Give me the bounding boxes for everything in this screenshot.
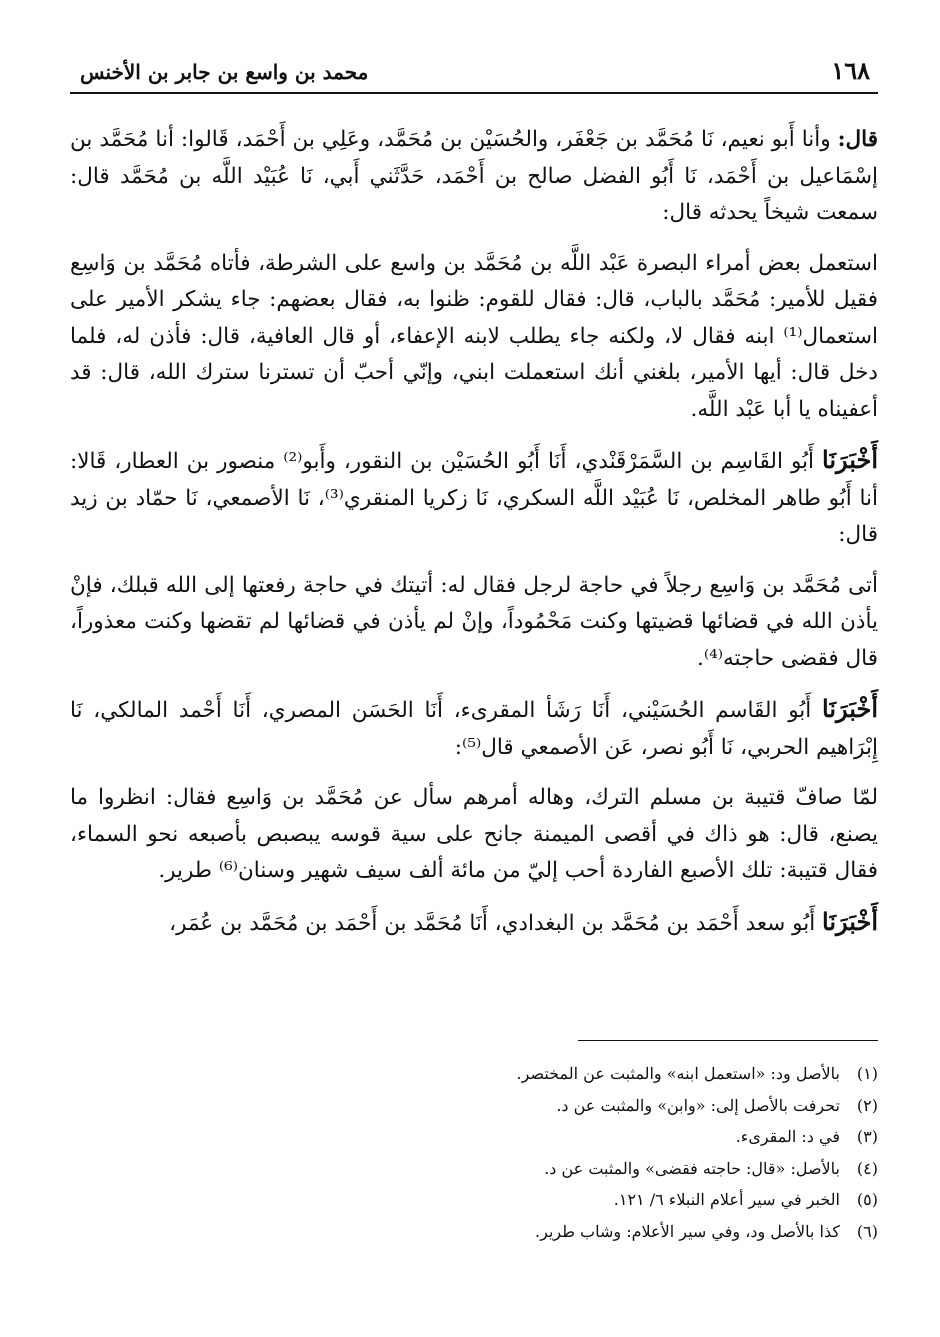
book-page bbox=[70, 0, 878, 1337]
paragraph-text: استعمل بعض أمراء البصرة عَبْد اللَّه بن مُحَمَّد بن واسع على الشرطة، فأتاه مُحَمَّد بن وَاسِع فقيل للأمير: مُحَمَّد بالباب، قال: فقال للقوم: ظنوا به، فقال بعضهم: جاء يشكر الأمير على استعمال⁽¹⁾ ابنه فقال لا، ولكنه جاء يطلب لابنه الإعفاء، أو قال العافية، قال: فأذن له، فلما دخل قال: أيها الأمير، بلغني أنك استعملت ابني، وإنّي أحبّ أن تسترنا سترك الله، قال: قد أعفيناه يا أبا عَبْد اللَّه. bbox=[70, 250, 878, 422]
paragraph-lead: أَخْبَرَنَا bbox=[822, 906, 878, 936]
footnote-number: (٣) bbox=[856, 1127, 878, 1146]
footnote-text: كذا بالأصل ود، وفي سير الأعلام: وشاب طرير. bbox=[535, 1221, 840, 1241]
footnote-text: الخبر في سير أعلام النبلاء ٦/ ١٢١. bbox=[613, 1190, 840, 1209]
footnote-text: بالأصل ود: «استعمل ابنه» والمثبت عن المختصر. bbox=[516, 1064, 840, 1083]
paragraph bbox=[70, 246, 878, 429]
paragraph-text: أتى مُحَمَّد بن وَاسِع رجلاً في حاجة لرجل فقال له: أتيتك في حاجة رفعتها إلى الله قبلك، فإنْ يأذن الله في قضائها قضيتها وكنت مَحْمُوداً، وإنْ لم يأذن في قضائها لم تقضها وكنت معذوراً، قال فقضى حاجته⁽⁴⁾. bbox=[70, 572, 878, 671]
footnote-separator bbox=[578, 1040, 878, 1041]
paragraph bbox=[70, 780, 878, 890]
footnote bbox=[70, 1058, 878, 1090]
paragraph bbox=[70, 122, 878, 232]
paragraph-text: وأنا أَبو نعيم، نَا مُحَمَّد بن جَعْفَر، والحُسَيْن بن مُحَمَّد، وعَلِي بن أَحْمَد، قَالوا: أنا مُحَمَّد بن إسْمَاعيل بن أَحْمَد، نَا أَبُو الفضل صالح بن أَحْمَد، حَدَّثَني أَبي، نَا عُبَيْد اللَّه بن مُحَمَّد قال: سمعت شيخاً يحدثه قال: bbox=[70, 127, 878, 225]
footnote-number: (٦) bbox=[856, 1221, 878, 1241]
paragraph bbox=[70, 568, 878, 678]
footnote-text: بالأصل: «قال: حاجته فقضى» والمثبت عن د. bbox=[544, 1158, 840, 1178]
paragraph-text: لمّا صافّ قتيبة بن مسلم الترك، وهاله أمرهم سأل عن مُحَمَّد بن وَاسِع فقال: انظروا ما يصنع، قال: هو ذاك في أقصى الميمنة جانح على سية قوسه يبصبص بأصبعه نحو السماء، فقال قتيبة: تلك الأصبع الفاردة أحب إليّ من مائة ألف سيف شهير وسنان⁽⁶⁾ طرير. bbox=[70, 785, 878, 883]
footnotes bbox=[70, 1058, 878, 1247]
paragraph-lead: أَخْبَرَنَا bbox=[822, 445, 878, 474]
page-number: ١٦٨ bbox=[831, 56, 870, 85]
running-title: محمد بن واسع بن جابر بن الأخنس bbox=[80, 60, 369, 84]
paragraph-text: أَبُو القَاسم الحُسَيْني، أَنَا رَشَأ المقرىء، أَنَا الحَسَن المصري، أَنَا أَحْمد المالكي، نَا إِبْرَاهيم الحربي، نَا أَبُو نصر، عَن الأصمعي قال⁽⁵⁾: bbox=[70, 698, 878, 760]
footnote bbox=[70, 1216, 878, 1248]
footnote bbox=[70, 1184, 878, 1216]
paragraph bbox=[70, 691, 878, 766]
paragraph-text: أَبُو القَاسِم بن السَّمَرْقَنْدي، أَنَا أَبُو الحُسَيْن بن النقور، وأَبو⁽²⁾ منصور بن العطار، قَالا: أنا أَبُو طاهر المخلص، نَا عُبَيْد اللَّه السكري، نَا زكريا المنقري⁽³⁾، نَا الأصمعي، نَا حمّاد بن زيد قال: bbox=[70, 449, 878, 547]
paragraph bbox=[70, 442, 878, 554]
page-header bbox=[70, 52, 878, 94]
footnote bbox=[70, 1121, 878, 1153]
paragraph bbox=[70, 904, 878, 943]
body-text bbox=[70, 122, 878, 956]
paragraph-lead: قال: bbox=[837, 127, 878, 152]
footnote-number: (١) bbox=[856, 1064, 878, 1083]
footnote-number: (٢) bbox=[856, 1095, 878, 1115]
footnote bbox=[70, 1153, 878, 1185]
footnote-number: (٤) bbox=[856, 1158, 878, 1178]
paragraph-text: أَبُو سعد أَحْمَد بن مُحَمَّد بن البغدادي، أَنَا مُحَمَّد بن أَحْمَد بن مُحَمَّد بن عُمَر، bbox=[169, 910, 823, 936]
footnote-number: (٥) bbox=[856, 1190, 878, 1209]
footnote-text: تحرفت بالأصل إلى: «وابن» والمثبت عن د. bbox=[556, 1095, 840, 1115]
paragraph-lead: أَخْبَرَنَا bbox=[822, 694, 878, 723]
footnote-text: في د: المقرىء. bbox=[735, 1127, 840, 1146]
footnote bbox=[70, 1090, 878, 1122]
